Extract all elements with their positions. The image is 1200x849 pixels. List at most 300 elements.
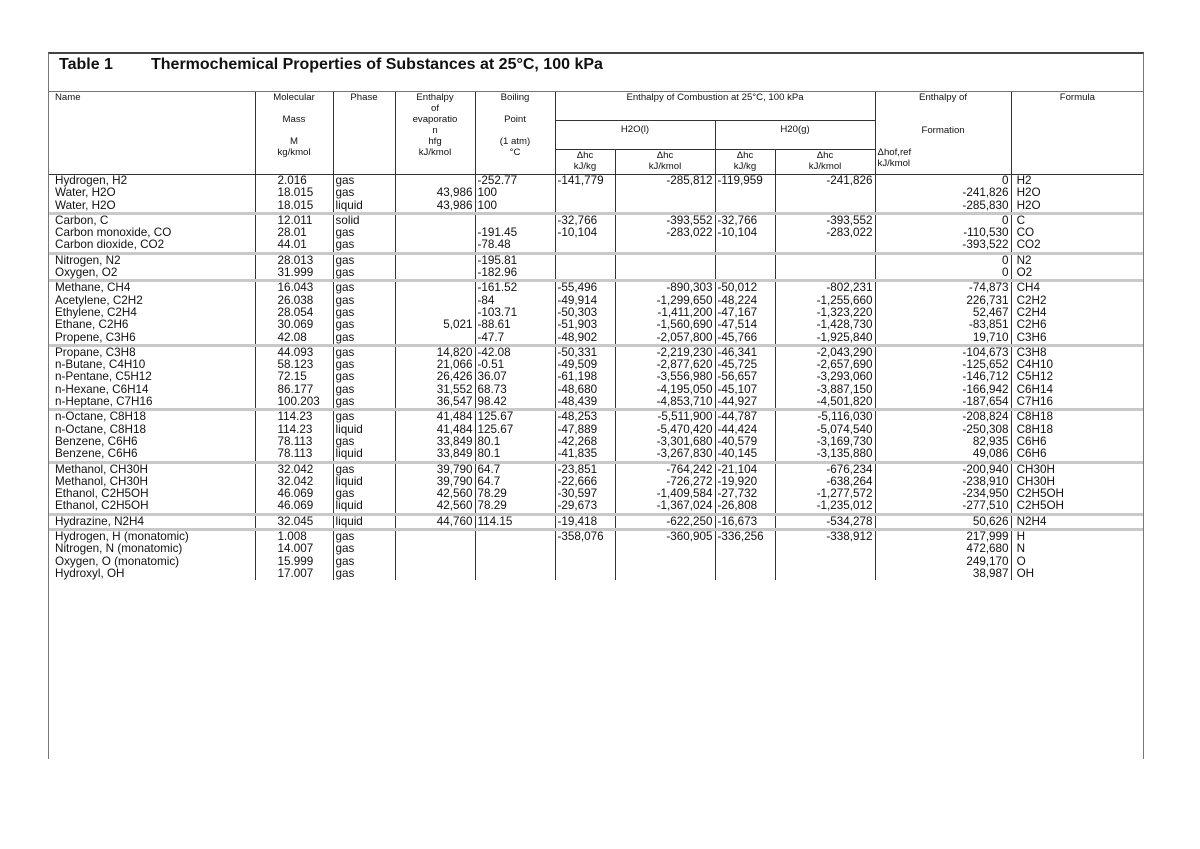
- cell-boiling-point: -161.52: [475, 282, 555, 294]
- cell-dhc-kg-gas: -46,341: [715, 347, 775, 359]
- cell-name: Ethanol, C2H5OH: [55, 488, 149, 501]
- cell-name: Acetylene, C2H2: [55, 294, 143, 307]
- cell-hfg: [395, 255, 475, 267]
- cell-phase: gas: [333, 267, 395, 279]
- cell-name: Carbon, C: [55, 214, 109, 227]
- cell-boiling-point: 114.15: [475, 516, 555, 528]
- cell-name: Carbon dioxide, CO2: [55, 239, 165, 252]
- table-row: [49, 396, 1143, 408]
- cell-dhc-kg-gas: -19,920: [715, 476, 775, 488]
- cell-boiling-point: -182.96: [475, 267, 555, 279]
- cell-dhc-kg-gas: [715, 200, 775, 212]
- cell-dhc-kmol-liquid: -360,905: [615, 531, 715, 543]
- cell-dhc-kmol-liquid: -4,853,710: [615, 396, 715, 408]
- cell-formation: 52,467: [875, 307, 1011, 319]
- cell-phase: gas: [333, 531, 395, 543]
- cell-dhc-kmol-gas: [775, 187, 875, 199]
- cell-molar-mass: 17.007: [255, 568, 333, 580]
- cell-dhc-kmol-gas: -1,323,220: [775, 307, 875, 319]
- cell-name: n-Octane, C8H18: [55, 423, 146, 436]
- table-row: [49, 255, 1143, 267]
- cell-formula: N2: [1011, 255, 1143, 267]
- cell-dhc-kg-liquid: -49,509: [555, 359, 615, 371]
- cell-formation: -393,522: [875, 239, 1011, 251]
- cell-formation: -200,940: [875, 464, 1011, 476]
- h2o-gas-header: H20(g): [715, 121, 875, 150]
- header-line: kJ/kmol: [648, 161, 682, 172]
- cell-dhc-kmol-gas: -802,231: [775, 282, 875, 294]
- cell-dhc-kmol-liquid: -1,560,690: [615, 319, 715, 331]
- cell-molar-mass: 44.093: [255, 347, 333, 359]
- cell-hfg: [395, 295, 475, 307]
- cell-boiling-point: -252.77: [475, 175, 555, 188]
- cell-name: Hydrogen, H2: [55, 174, 128, 187]
- cell-dhc-kg-liquid: -41,835: [555, 448, 615, 460]
- cell-boiling-point: -84: [475, 295, 555, 307]
- header-line: Mass: [282, 114, 306, 125]
- cell-dhc-kmol-liquid: -1,411,200: [615, 307, 715, 319]
- cell-formula: H2O: [1011, 200, 1143, 212]
- cell-phase: gas: [333, 488, 395, 500]
- cell-dhc-kg-liquid: -48,253: [555, 411, 615, 423]
- cell-name: Water, H2O: [55, 199, 116, 212]
- cell-formation: -238,910: [875, 476, 1011, 488]
- cell-dhc-kmol-liquid: -285,812: [615, 175, 715, 188]
- cell-dhc-kg-liquid: -50,303: [555, 307, 615, 319]
- cell-formula: CH30H: [1011, 476, 1143, 488]
- cell-phase: liquid: [333, 516, 395, 528]
- cell-dhc-kg-liquid: -49,914: [555, 295, 615, 307]
- cell-phase: gas: [333, 227, 395, 239]
- cell-boiling-point: 80.1: [475, 436, 555, 448]
- table-row: [49, 371, 1143, 383]
- cell-hfg: [395, 175, 475, 188]
- cell-dhc-kmol-gas: -283,022: [775, 227, 875, 239]
- cell-dhc-kg-liquid: -48,439: [555, 396, 615, 408]
- cell-molar-mass: 114.23: [255, 411, 333, 423]
- cell-molar-mass: 86.177: [255, 384, 333, 396]
- cell-dhc-kmol-liquid: -1,367,024: [615, 500, 715, 512]
- cell-dhc-kmol-gas: -638,264: [775, 476, 875, 488]
- col-formula-header: Formula: [1011, 92, 1143, 172]
- table-row: [49, 516, 1143, 528]
- cell-name: Water, H2O: [55, 187, 116, 200]
- cell-dhc-kmol-liquid: [615, 187, 715, 199]
- cell-boiling-point: -88.61: [475, 319, 555, 331]
- cell-name: Hydrazine, N2H4: [55, 515, 144, 528]
- cell-formation: 472,680: [875, 543, 1011, 555]
- cell-hfg: 39,790: [395, 464, 475, 476]
- cell-dhc-kmol-liquid: -3,301,680: [615, 436, 715, 448]
- cell-hfg: [395, 531, 475, 543]
- cell-formation: -241,826: [875, 187, 1011, 199]
- cell-phase: gas: [333, 543, 395, 555]
- cell-dhc-kg-gas: -47,167: [715, 307, 775, 319]
- cell-dhc-kmol-gas: -338,912: [775, 531, 875, 543]
- cell-hfg: 42,560: [395, 488, 475, 500]
- cell-hfg: 41,484: [395, 411, 475, 423]
- cell-hfg: [395, 215, 475, 227]
- cell-dhc-kmol-gas: -393,552: [775, 215, 875, 227]
- header-line: kJ/kg: [733, 161, 757, 172]
- cell-boiling-point: 125.67: [475, 424, 555, 436]
- cell-molar-mass: 78.113: [255, 436, 333, 448]
- cell-formula: O: [1011, 556, 1143, 568]
- cell-dhc-kmol-liquid: -2,877,620: [615, 359, 715, 371]
- cell-dhc-kmol-liquid: [615, 543, 715, 555]
- cell-boiling-point: -78.48: [475, 239, 555, 251]
- cell-dhc-kmol-gas: [775, 200, 875, 212]
- cell-dhc-kg-liquid: -48,680: [555, 384, 615, 396]
- cell-hfg: [395, 332, 475, 344]
- cell-molar-mass: 32.042: [255, 464, 333, 476]
- col-mass-header: [255, 92, 333, 172]
- cell-formation: 50,626: [875, 516, 1011, 528]
- cell-dhc-kg-gas: -10,104: [715, 227, 775, 239]
- cell-formation: -74,873: [875, 282, 1011, 294]
- header-line: Δhc: [736, 150, 754, 161]
- cell-hfg: 21,066: [395, 359, 475, 371]
- cell-dhc-kg-gas: -47,514: [715, 319, 775, 331]
- table-row: [49, 531, 1143, 543]
- cell-formula: C5H12: [1011, 371, 1143, 383]
- cell-name: Nitrogen, N (monatomic): [55, 543, 183, 556]
- cell-dhc-kg-liquid: -50,331: [555, 347, 615, 359]
- cell-dhc-kg-liquid: -42,268: [555, 436, 615, 448]
- cell-molar-mass: 26.038: [255, 295, 333, 307]
- cell-molar-mass: 46.069: [255, 488, 333, 500]
- cell-boiling-point: 78.29: [475, 500, 555, 512]
- cell-molar-mass: 32.045: [255, 516, 333, 528]
- cell-dhc-kmol-liquid: -2,057,800: [615, 332, 715, 344]
- dhc-kmol-gas-header: [775, 150, 875, 173]
- cell-formula: CH4: [1011, 282, 1143, 294]
- cell-name: Ethylene, C2H4: [55, 306, 137, 319]
- cell-name: Hydrogen, H (monatomic): [55, 531, 189, 544]
- cell-molar-mass: 2.016: [255, 175, 333, 188]
- header-line: Δhc: [656, 150, 674, 161]
- table-row: [49, 543, 1143, 555]
- table-caption: [49, 54, 1143, 92]
- cell-phase: gas: [333, 255, 395, 267]
- cell-name: n-Octane, C8H18: [55, 411, 146, 424]
- cell-dhc-kmol-gas: -676,234: [775, 464, 875, 476]
- cell-hfg: 33,849: [395, 448, 475, 460]
- cell-phase: gas: [333, 384, 395, 396]
- cell-dhc-kmol-gas: -1,255,660: [775, 295, 875, 307]
- cell-formation: -166,942: [875, 384, 1011, 396]
- cell-molar-mass: 46.069: [255, 500, 333, 512]
- cell-formation: -83,851: [875, 319, 1011, 331]
- table-row: [49, 215, 1143, 227]
- cell-formula: C4H10: [1011, 359, 1143, 371]
- table-body: [49, 175, 1143, 581]
- dhc-kmol-liquid-header: [615, 150, 715, 173]
- header-line: kJ/kmol: [877, 158, 911, 169]
- cell-formation: -285,830: [875, 200, 1011, 212]
- cell-formation: 82,935: [875, 436, 1011, 448]
- table-row: [49, 500, 1143, 512]
- cell-dhc-kg-liquid: -22,666: [555, 476, 615, 488]
- cell-dhc-kg-gas: -56,657: [715, 371, 775, 383]
- col-combustion-header: Enthalpy of Combustion at 25°C, 100 kPa: [555, 92, 875, 121]
- cell-dhc-kg-gas: [715, 556, 775, 568]
- header-line: Δhc: [816, 150, 834, 161]
- cell-dhc-kg-liquid: [555, 187, 615, 199]
- cell-phase: gas: [333, 347, 395, 359]
- cell-hfg: 41,484: [395, 424, 475, 436]
- table-row: [49, 307, 1143, 319]
- cell-name: Nitrogen, N2: [55, 254, 121, 267]
- cell-formation: -187,654: [875, 396, 1011, 408]
- col-phase-header: Phase: [333, 92, 395, 172]
- cell-dhc-kmol-gas: [775, 556, 875, 568]
- cell-boiling-point: 68.73: [475, 384, 555, 396]
- header-line: hfg: [428, 136, 442, 147]
- cell-molar-mass: 12.011: [255, 215, 333, 227]
- cell-name: Propane, C3H8: [55, 346, 136, 359]
- cell-hfg: 33,849: [395, 436, 475, 448]
- cell-phase: gas: [333, 239, 395, 251]
- cell-molar-mass: 32.042: [255, 476, 333, 488]
- cell-dhc-kg-gas: -44,927: [715, 396, 775, 408]
- cell-molar-mass: 15.999: [255, 556, 333, 568]
- cell-dhc-kg-gas: -336,256: [715, 531, 775, 543]
- cell-name: Propene, C3H6: [55, 331, 136, 344]
- col-bp-header: [475, 92, 555, 172]
- cell-formation: 0: [875, 267, 1011, 279]
- cell-formula: C2H6: [1011, 319, 1143, 331]
- cell-dhc-kg-gas: -48,224: [715, 295, 775, 307]
- cell-dhc-kg-liquid: -32,766: [555, 215, 615, 227]
- cell-boiling-point: 80.1: [475, 448, 555, 460]
- cell-formation: -125,652: [875, 359, 1011, 371]
- cell-phase: gas: [333, 175, 395, 188]
- cell-dhc-kmol-gas: -3,293,060: [775, 371, 875, 383]
- cell-phase: liquid: [333, 200, 395, 212]
- cell-boiling-point: 64.7: [475, 464, 555, 476]
- cell-dhc-kg-gas: -27,732: [715, 488, 775, 500]
- cell-phase: gas: [333, 187, 395, 199]
- cell-formation: 217,999: [875, 531, 1011, 543]
- cell-boiling-point: 36.07: [475, 371, 555, 383]
- cell-molar-mass: 1.008: [255, 531, 333, 543]
- cell-dhc-kmol-gas: -5,074,540: [775, 424, 875, 436]
- header-line: Δhc: [576, 150, 594, 161]
- table-row: [49, 239, 1143, 251]
- cell-hfg: 44,760: [395, 516, 475, 528]
- h2o-liquid-header: H2O(l): [555, 121, 715, 150]
- cell-dhc-kg-liquid: [555, 267, 615, 279]
- table-row: [49, 175, 1143, 188]
- cell-hfg: 5,021: [395, 319, 475, 331]
- cell-hfg: [395, 282, 475, 294]
- cell-dhc-kg-liquid: -55,496: [555, 282, 615, 294]
- cell-dhc-kmol-liquid: -283,022: [615, 227, 715, 239]
- table-row: [49, 359, 1143, 371]
- table-row: [49, 319, 1143, 331]
- cell-dhc-kmol-liquid: -1,299,650: [615, 295, 715, 307]
- cell-boiling-point: 64.7: [475, 476, 555, 488]
- cell-formula: OH: [1011, 568, 1143, 580]
- cell-dhc-kg-liquid: -48,902: [555, 332, 615, 344]
- table-row: [49, 448, 1143, 460]
- cell-molar-mass: 114.23: [255, 424, 333, 436]
- cell-dhc-kmol-liquid: -5,470,420: [615, 424, 715, 436]
- cell-phase: gas: [333, 319, 395, 331]
- cell-dhc-kg-gas: [715, 187, 775, 199]
- cell-dhc-kmol-liquid: [615, 255, 715, 267]
- table-frame: [48, 52, 1144, 759]
- cell-formation: -208,824: [875, 411, 1011, 423]
- table-row: [49, 332, 1143, 344]
- cell-name: Methanol, CH30H: [55, 463, 148, 476]
- cell-dhc-kg-gas: -40,145: [715, 448, 775, 460]
- cell-dhc-kmol-gas: -3,169,730: [775, 436, 875, 448]
- cell-formation: -234,950: [875, 488, 1011, 500]
- cell-name: n-Pentane, C5H12: [55, 371, 152, 384]
- cell-boiling-point: [475, 531, 555, 543]
- cell-dhc-kg-liquid: [555, 543, 615, 555]
- cell-phase: gas: [333, 556, 395, 568]
- cell-dhc-kmol-liquid: -2,219,230: [615, 347, 715, 359]
- header-line: kJ/kmol: [808, 161, 842, 172]
- thermochemical-table: [49, 92, 1143, 580]
- cell-formula: CO2: [1011, 239, 1143, 251]
- cell-boiling-point: [475, 543, 555, 555]
- cell-boiling-point: -103.71: [475, 307, 555, 319]
- cell-boiling-point: [475, 556, 555, 568]
- cell-dhc-kg-gas: [715, 568, 775, 580]
- cell-dhc-kmol-liquid: -5,511,900: [615, 411, 715, 423]
- dhc-kg-liquid-header: [555, 150, 615, 173]
- cell-molar-mass: 16.043: [255, 282, 333, 294]
- cell-phase: gas: [333, 396, 395, 408]
- cell-phase: gas: [333, 307, 395, 319]
- cell-name: Carbon monoxide, CO: [55, 227, 172, 240]
- header-line: Formation: [921, 125, 965, 136]
- cell-dhc-kmol-gas: -3,887,150: [775, 384, 875, 396]
- cell-hfg: 43,986: [395, 200, 475, 212]
- cell-phase: gas: [333, 371, 395, 383]
- cell-dhc-kmol-liquid: -1,409,584: [615, 488, 715, 500]
- cell-dhc-kmol-gas: -5,116,030: [775, 411, 875, 423]
- cell-boiling-point: [475, 215, 555, 227]
- table-row: [49, 227, 1143, 239]
- cell-dhc-kg-liquid: -141,779: [555, 175, 615, 188]
- cell-molar-mass: 44.01: [255, 239, 333, 251]
- cell-hfg: 39,790: [395, 476, 475, 488]
- cell-dhc-kmol-liquid: [615, 556, 715, 568]
- cell-hfg: [395, 568, 475, 580]
- cell-name: n-Heptane, C7H16: [55, 396, 153, 409]
- cell-molar-mass: 78.113: [255, 448, 333, 460]
- cell-dhc-kmol-liquid: -764,242: [615, 464, 715, 476]
- cell-dhc-kmol-gas: -534,278: [775, 516, 875, 528]
- cell-boiling-point: [475, 568, 555, 580]
- cell-boiling-point: 100: [475, 200, 555, 212]
- header-line: °C: [509, 147, 521, 158]
- cell-formula: C2H2: [1011, 295, 1143, 307]
- table-row: [49, 187, 1143, 199]
- cell-dhc-kmol-gas: -4,501,820: [775, 396, 875, 408]
- cell-phase: gas: [333, 464, 395, 476]
- cell-hfg: [395, 267, 475, 279]
- cell-hfg: 26,426: [395, 371, 475, 383]
- cell-formation: 0: [875, 215, 1011, 227]
- cell-formula: O2: [1011, 267, 1143, 279]
- cell-dhc-kg-liquid: -30,597: [555, 488, 615, 500]
- cell-formation: 49,086: [875, 448, 1011, 460]
- cell-boiling-point: 78.29: [475, 488, 555, 500]
- header-line: evaporatio: [412, 114, 458, 125]
- cell-boiling-point: -191.45: [475, 227, 555, 239]
- cell-hfg: 42,560: [395, 500, 475, 512]
- cell-formula: C8H18: [1011, 424, 1143, 436]
- cell-dhc-kg-gas: -44,787: [715, 411, 775, 423]
- cell-hfg: [395, 227, 475, 239]
- cell-formation: -250,308: [875, 424, 1011, 436]
- cell-name: Oxygen, O2: [55, 267, 118, 280]
- cell-molar-mass: 28.01: [255, 227, 333, 239]
- cell-molar-mass: 30.069: [255, 319, 333, 331]
- cell-formation: 19,710: [875, 332, 1011, 344]
- cell-formula: H2O: [1011, 187, 1143, 199]
- cell-formula: N2H4: [1011, 516, 1143, 528]
- cell-formula: C6H6: [1011, 436, 1143, 448]
- cell-name: Benzene, C6H6: [55, 435, 138, 448]
- cell-formula: C6H14: [1011, 384, 1143, 396]
- cell-dhc-kmol-gas: [775, 239, 875, 251]
- cell-formation: -104,673: [875, 347, 1011, 359]
- cell-formula: C2H5OH: [1011, 500, 1143, 512]
- cell-dhc-kmol-liquid: -3,267,830: [615, 448, 715, 460]
- cell-dhc-kmol-gas: -1,277,572: [775, 488, 875, 500]
- cell-name: n-Butane, C4H10: [55, 359, 146, 372]
- cell-formula: C: [1011, 215, 1143, 227]
- cell-hfg: 36,547: [395, 396, 475, 408]
- cell-dhc-kg-liquid: [555, 568, 615, 580]
- table-row: [49, 200, 1143, 212]
- table-row: [49, 411, 1143, 423]
- table-row: [49, 384, 1143, 396]
- cell-dhc-kg-gas: -16,673: [715, 516, 775, 528]
- cell-dhc-kmol-gas: -3,135,880: [775, 448, 875, 460]
- cell-hfg: 31,552: [395, 384, 475, 396]
- cell-hfg: 14,820: [395, 347, 475, 359]
- cell-hfg: [395, 239, 475, 251]
- cell-formation: 0: [875, 255, 1011, 267]
- cell-formula: C8H18: [1011, 411, 1143, 423]
- cell-phase: gas: [333, 436, 395, 448]
- cell-boiling-point: -195.81: [475, 255, 555, 267]
- cell-molar-mass: 42.08: [255, 332, 333, 344]
- table-row: [49, 295, 1143, 307]
- col-formation-header: [875, 92, 1011, 172]
- col-name-header: Name: [55, 92, 81, 103]
- cell-boiling-point: 100: [475, 187, 555, 199]
- cell-dhc-kmol-gas: [775, 543, 875, 555]
- cell-name: Benzene, C6H6: [55, 448, 138, 461]
- table-row: [49, 267, 1143, 279]
- header-line: Point: [504, 114, 526, 125]
- cell-phase: gas: [333, 411, 395, 423]
- cell-phase: gas: [333, 332, 395, 344]
- cell-molar-mass: 72.15: [255, 371, 333, 383]
- col-hfg-header: [395, 92, 475, 172]
- cell-formula: H2: [1011, 175, 1143, 188]
- table-row: [49, 556, 1143, 568]
